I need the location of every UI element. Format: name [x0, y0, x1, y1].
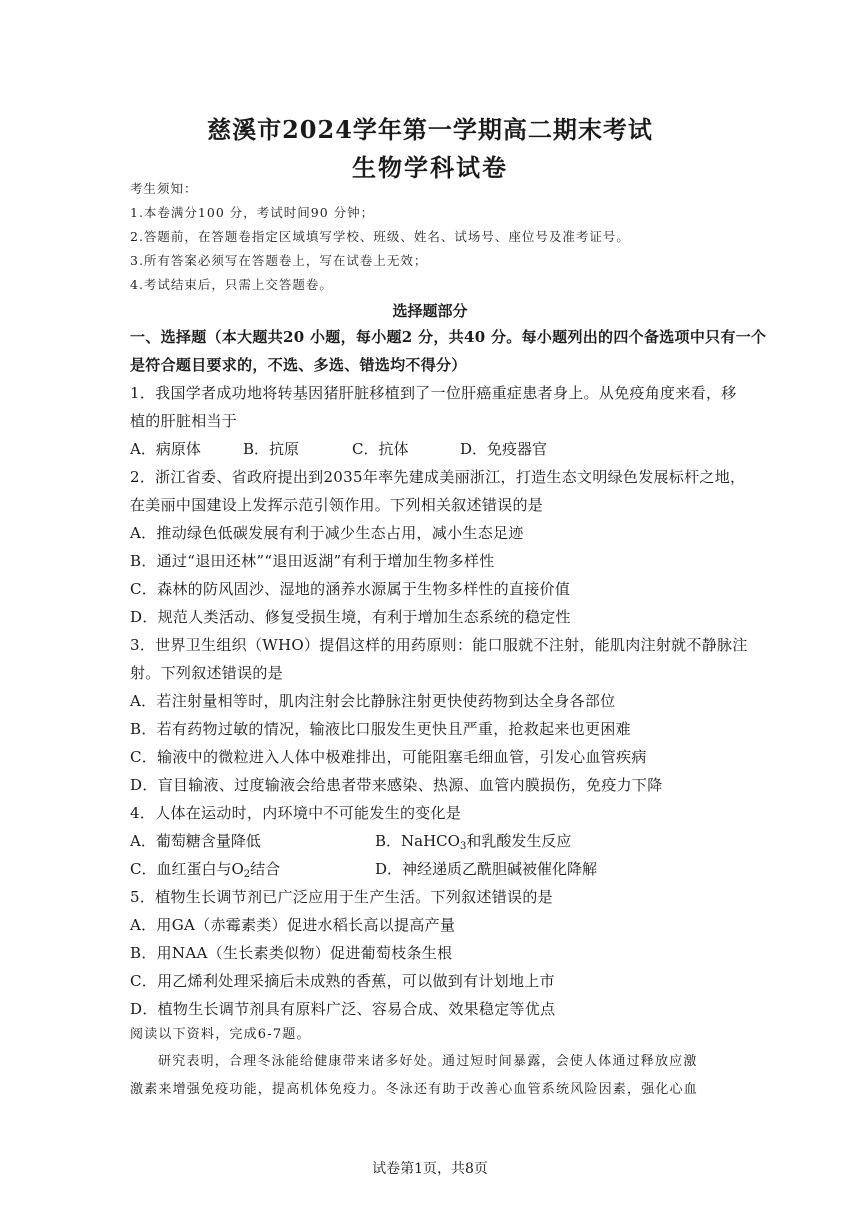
notice-item: 3.所有答案必须写在答题卷上，写在试卷上无效； — [130, 253, 428, 268]
q4-option-d: D．神经递质乙酰胆碱被催化降解 — [375, 860, 598, 878]
instructions-line: 一、选择题（本大题共20 小题，每小题2 分，共40 分。每小题列出的四个备选项中只有一个 — [130, 328, 767, 346]
q2-option-d: D．规范人类活动、修复受损生境，有利于增加生态系统的稳定性 — [130, 608, 571, 626]
q4-option-a: A．葡萄糖含量降低 — [130, 832, 261, 850]
q5-option-b: B．用NAA（生长素类似物）促进葡萄枝条生根 — [130, 944, 453, 962]
exam-subtitle: 生物学科试卷 — [352, 153, 508, 182]
question-5-text: 5．植物生长调节剂已广泛应用于生产生活。下列叙述错误的是 — [130, 888, 553, 906]
question-3-text: 3．世界卫生组织（WHO）提倡这样的用药原则：能口服就不注射，能肌肉注射就不静脉注 — [130, 636, 748, 654]
q2-option-c: C．森林的防风固沙、湿地的涵养水源属于生物多样性的直接价值 — [130, 580, 571, 598]
question-1-text: 1．我国学者成功地将转基因猪肝脏移植到了一位肝癌重症患者身上。从免疫角度来看，移 — [130, 384, 737, 402]
page-footer: 试卷第1页，共8页 — [372, 1161, 488, 1177]
question-4-text: 4．人体在运动时，内环境中不可能发生的变化是 — [130, 804, 462, 822]
q3-option-b: B．若有药物过敏的情况，输液比口服发生更快且严重，抢救起来也更困难 — [130, 720, 631, 738]
q1-option-a: A．病原体 — [130, 440, 201, 458]
q5-option-a: A．用GA（赤霉素类）促进水稻长高以提高产量 — [130, 916, 456, 934]
instructions-line: 是符合题目要求的，不选、多选、错选均不得分） — [130, 356, 467, 374]
reading-intro: 阅读以下资料，完成6-7题。 — [130, 1027, 311, 1042]
q3-option-d: D．盲目输液、过度输液会给患者带来感染、热源、血管内膜损伤，免疫力下降 — [130, 776, 663, 794]
section-title: 选择题部分 — [392, 302, 468, 320]
q3-option-a: A．若注射量相等时，肌肉注射会比静脉注射更快使药物到达全身各部位 — [130, 692, 616, 710]
question-2-text: 2．浙江省委、省政府提出到2035年率先建成美丽浙江，打造生态文明绿色发展标杆之地， — [130, 468, 746, 486]
notice-item: 4.考试结束后，只需上交答题卷。 — [130, 277, 333, 292]
exam-title: 慈溪市2024学年第一学期高二期末考试 — [207, 115, 653, 144]
q2-option-b: B．通过“退田还林”“退田返湖”有利于增加生物多样性 — [130, 552, 495, 570]
q4-option-b: B．NaHCO$_3$和乳酸发生反应 — [375, 832, 572, 852]
reading-paragraph: 研究表明，合理冬泳能给健康带来诸多好处。通过短时间暴露，会使人体通过释放应激 — [158, 1054, 698, 1069]
q5-option-c: C．用乙烯利处理采摘后未成熟的香蕉，可以做到有计划地上市 — [130, 972, 555, 990]
notice-item: 1.本卷满分100 分，考试时间90 分钟； — [130, 205, 375, 220]
reading-paragraph: 激素来增强免疫功能，提高机体免疫力。冬泳还有助于改善心血管系统风险因素，强化心血 — [130, 1082, 699, 1097]
notice-item: 2.答题前，在答题卷指定区域填写学校、班级、姓名、试场号、座位号及准考证号。 — [130, 229, 630, 244]
question-3-text: 射。下列叙述错误的是 — [130, 664, 284, 682]
q4-option-c: C．血红蛋白与$O_2$结合 — [130, 860, 281, 880]
question-2-text: 在美丽中国建设上发挥示范引领作用。下列相关叙述错误的是 — [130, 496, 544, 514]
q5-option-d: D．植物生长调节剂具有原料广泛、容易合成、效果稳定等优点 — [130, 1000, 556, 1018]
q1-option-c: C．抗体 — [352, 440, 409, 458]
q2-option-a: A．推动绿色低碳发展有利于减少生态占用，减小生态足迹 — [130, 524, 524, 542]
q1-option-b: B．抗原 — [243, 440, 300, 458]
q1-option-d: D．免疫器官 — [460, 440, 548, 458]
q3-option-c: C．输液中的微粒进入人体中极难排出，可能阻塞毛细血管，引发心血管疾病 — [130, 748, 647, 766]
notice-heading: 考生须知： — [130, 181, 198, 196]
question-1-text: 植的肝脏相当于 — [130, 412, 238, 430]
